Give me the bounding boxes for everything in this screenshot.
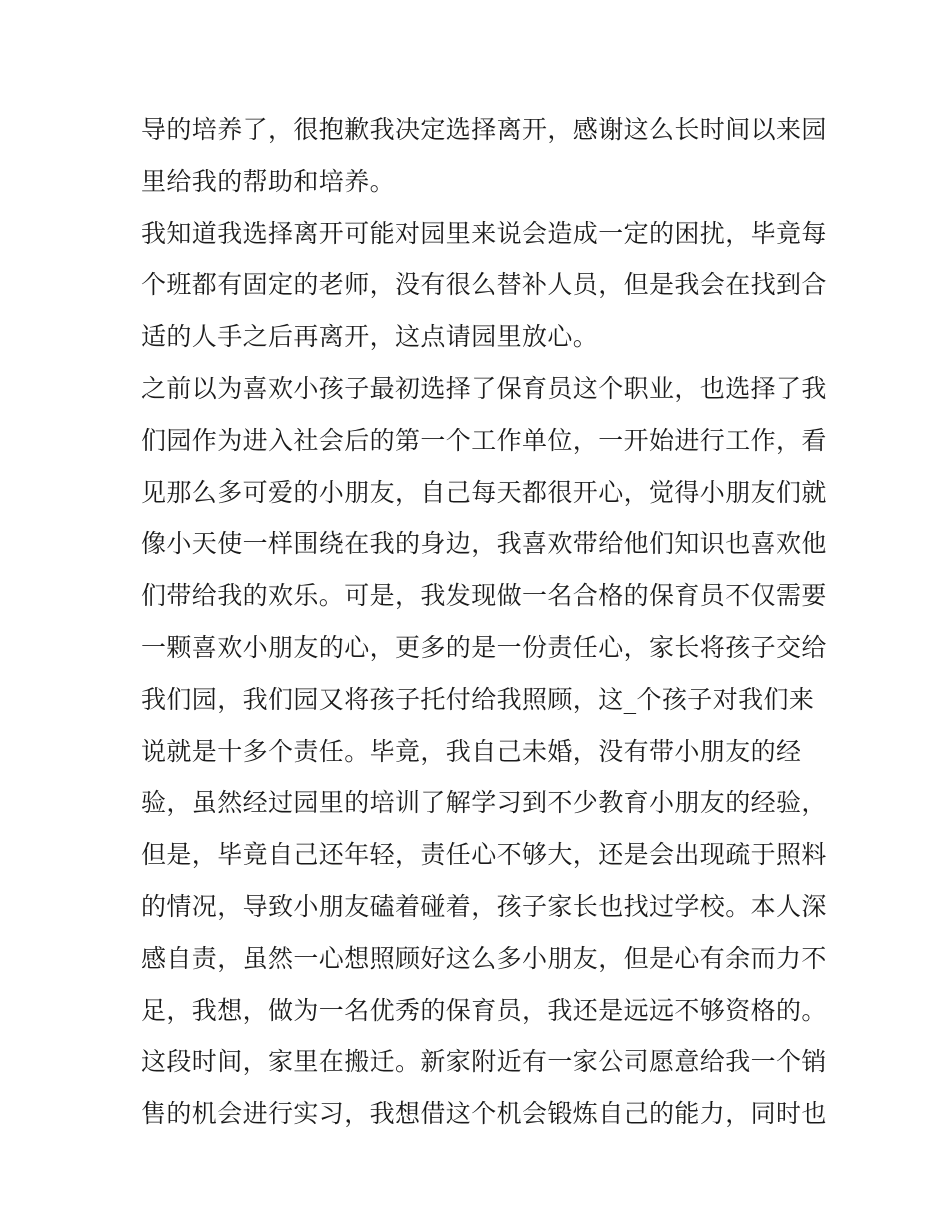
text-line: 验，虽然经过园里的培训了解学习到不少教育小朋友的经验，: [141, 788, 827, 818]
text-line: 我们园，我们园又将孩子托付给我照顾，这_个孩子对我们来: [141, 684, 815, 714]
document-body: [141, 104, 827, 1140]
text-line: 里给我的帮助和培养。: [141, 166, 396, 196]
text-line: 个班都有固定的老师，没有很么替补人员，但是我会在找到合: [141, 270, 827, 300]
text-line: 足，我想，做为一名优秀的保育员，我还是远远不够资格的。: [141, 995, 827, 1025]
text-line: 们带给我的欢乐。可是，我发现做一名合格的保育员不仅需要: [141, 581, 827, 611]
text-line: 导的培养了，很抱歉我决定选择离开，感谢这么长时间以来园: [141, 115, 827, 144]
text-line: 感自责，虽然一心想照顾好这么多小朋友，但是心有余而力不: [141, 943, 827, 973]
text-line: 说就是十多个责任。毕竟，我自己未婚，没有带小朋友的经: [141, 736, 802, 766]
text-line: 之前以为喜欢小孩子最初选择了保育员这个职业，也选择了我: [141, 373, 827, 403]
text-line: 们园作为进入社会后的第一个工作单位，一开始进行工作，看: [141, 425, 827, 455]
text-line: 见那么多可爱的小朋友，自己每天都很开心，觉得小朋友们就: [141, 477, 827, 507]
text-line: 我知道我选择离开可能对园里来说会造成一定的困扰，毕竟每: [141, 218, 827, 248]
text-line: 但是，毕竟自己还年轻，责任心不够大，还是会出现疏于照料: [141, 840, 827, 870]
text-line: 一颗喜欢小朋友的心，更多的是一份责任心，家长将孩子交给: [141, 632, 827, 662]
text-line: 售的机会进行实习，我想借这个机会锻炼自己的能力，同时也: [141, 1099, 827, 1129]
text-line: 这段时间，家里在搬迁。新家附近有一家公司愿意给我一个销: [141, 1047, 827, 1077]
text-line: 的情况，导致小朋友磕着碰着，孩子家长也找过学校。本人深: [141, 891, 827, 921]
text-line: 像小天使一样围绕在我的身边，我喜欢带给他们知识也喜欢他: [141, 529, 827, 559]
text-line: 适的人手之后再离开，这点请园里放心。: [141, 322, 599, 352]
